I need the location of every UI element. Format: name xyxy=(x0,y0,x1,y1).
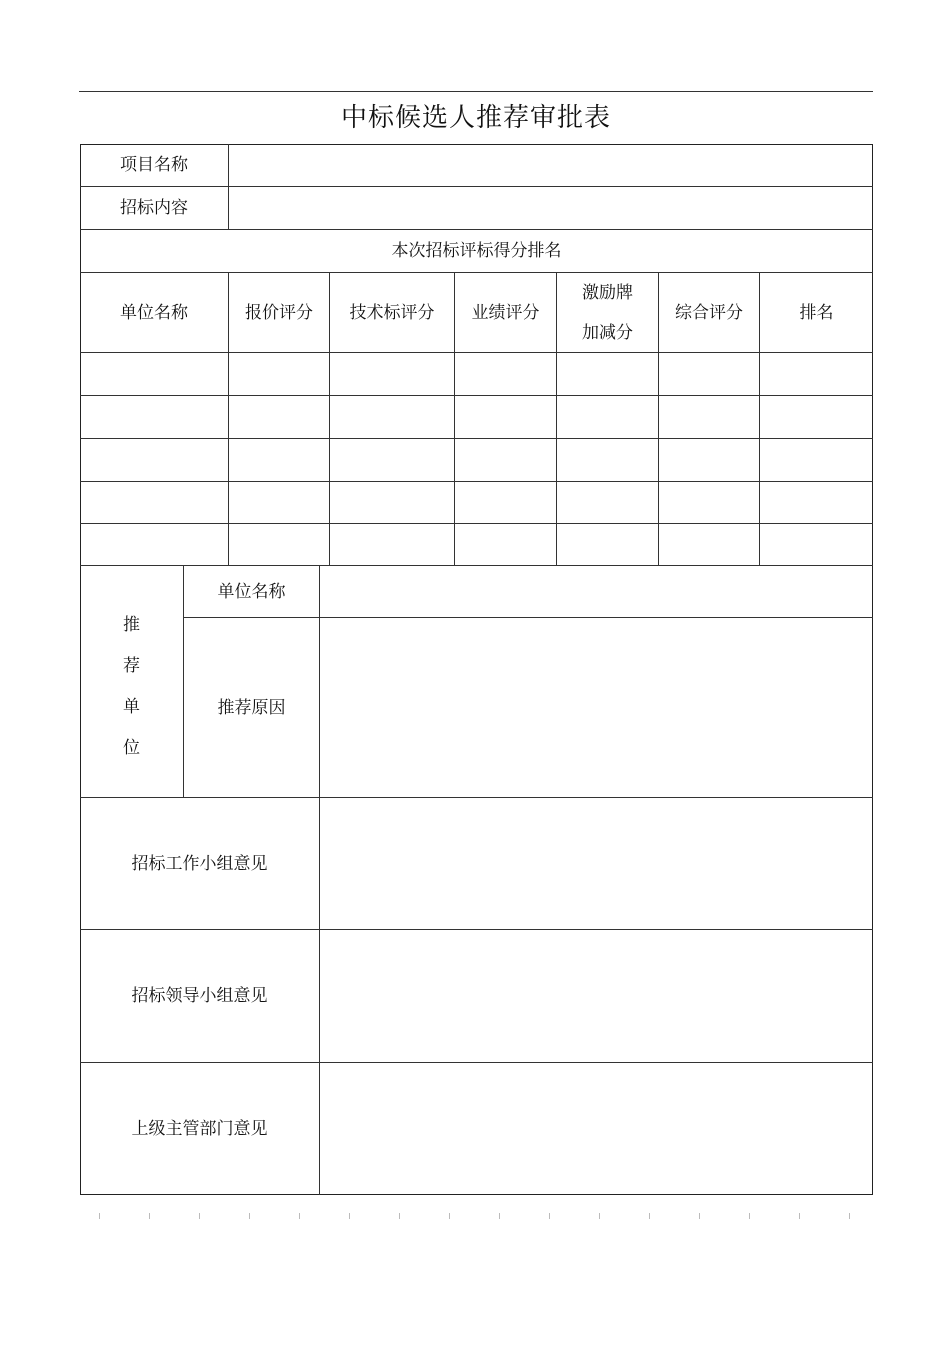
score-cell-overall-score[interactable] xyxy=(659,353,759,395)
tick-mark xyxy=(249,1213,250,1219)
tick-mark xyxy=(149,1213,150,1219)
score-cell-tech-score[interactable] xyxy=(330,524,454,565)
tick-mark xyxy=(449,1213,450,1219)
tick-mark xyxy=(849,1213,850,1219)
score-cell-tech-score[interactable] xyxy=(330,439,454,481)
score-cell-price-score[interactable] xyxy=(229,482,329,523)
ranking-section-title: 本次招标评标得分排名 xyxy=(391,241,562,261)
col-header-tech-score: 技术标评分 xyxy=(349,302,435,323)
score-cell-unit-name[interactable] xyxy=(80,524,228,565)
score-cell-unit-name[interactable] xyxy=(80,396,228,438)
tick-mark xyxy=(649,1213,650,1219)
score-cell-unit-name[interactable] xyxy=(80,439,228,481)
score-cell-rank[interactable] xyxy=(760,353,873,395)
score-cell-unit-name[interactable] xyxy=(80,482,228,523)
leading-group-opinion-field[interactable] xyxy=(320,930,873,1062)
score-cell-bonus[interactable] xyxy=(557,353,658,395)
tick-mark xyxy=(799,1213,800,1219)
tick-mark xyxy=(549,1213,550,1219)
score-cell-unit-name[interactable] xyxy=(80,353,228,395)
score-cell-tech-score[interactable] xyxy=(330,482,454,523)
recommend-unit-name-label: 单位名称 xyxy=(217,581,286,602)
score-cell-bonus[interactable] xyxy=(557,396,658,438)
bid-content-field[interactable] xyxy=(229,187,873,229)
score-cell-tech-score[interactable] xyxy=(330,353,454,395)
score-cell-tech-score[interactable] xyxy=(330,396,454,438)
form-title: 中标候选人推荐审批表 xyxy=(340,103,611,133)
tick-mark xyxy=(349,1213,350,1219)
score-cell-bonus[interactable] xyxy=(557,482,658,523)
bottom-tick-marks xyxy=(0,1213,950,1221)
bid-content-label: 招标内容 xyxy=(120,198,188,218)
score-cell-price-score[interactable] xyxy=(229,396,329,438)
col-header-overall-score: 综合评分 xyxy=(675,302,743,323)
recommend-side-label xyxy=(80,605,183,769)
recommend-side-char: 位 xyxy=(123,738,140,758)
col-header-bonus-line1: 激励牌 xyxy=(582,282,633,303)
tick-mark xyxy=(299,1213,300,1219)
score-cell-rank[interactable] xyxy=(760,396,873,438)
score-cell-rank[interactable] xyxy=(760,439,873,481)
score-cell-performance-score[interactable] xyxy=(455,439,556,481)
score-cell-overall-score[interactable] xyxy=(659,482,759,523)
working-group-opinion-label: 招标工作小组意见 xyxy=(131,853,268,874)
score-cell-performance-score[interactable] xyxy=(455,482,556,523)
recommend-reason-label: 推荐原因 xyxy=(217,697,286,718)
project-name-label: 项目名称 xyxy=(120,155,188,175)
score-cell-overall-score[interactable] xyxy=(659,524,759,565)
score-cell-performance-score[interactable] xyxy=(455,396,556,438)
score-cell-bonus[interactable] xyxy=(557,524,658,565)
score-cell-performance-score[interactable] xyxy=(455,524,556,565)
tick-mark xyxy=(199,1213,200,1219)
recommend-unit-name-field[interactable] xyxy=(320,566,873,617)
score-cell-rank[interactable] xyxy=(760,482,873,523)
col-header-bonus xyxy=(557,273,658,352)
recommend-side-char: 荐 xyxy=(123,656,140,676)
superior-dept-opinion-label: 上级主管部门意见 xyxy=(131,1119,268,1139)
score-cell-price-score[interactable] xyxy=(229,439,329,481)
score-cell-bonus[interactable] xyxy=(557,439,658,481)
score-cell-performance-score[interactable] xyxy=(455,353,556,395)
top-rule xyxy=(79,91,873,92)
score-cell-overall-score[interactable] xyxy=(659,396,759,438)
score-cell-overall-score[interactable] xyxy=(659,439,759,481)
tick-mark xyxy=(749,1213,750,1219)
project-name-field[interactable] xyxy=(229,144,873,186)
tick-mark xyxy=(99,1213,100,1219)
score-cell-price-score[interactable] xyxy=(229,524,329,565)
tick-mark xyxy=(399,1213,400,1219)
col-header-price-score: 报价评分 xyxy=(245,302,313,323)
working-group-opinion-field[interactable] xyxy=(320,798,873,929)
tick-mark xyxy=(699,1213,700,1219)
col-header-bonus-line2: 加减分 xyxy=(582,322,633,343)
col-header-rank: 排名 xyxy=(799,302,834,323)
col-header-unit-name: 单位名称 xyxy=(120,302,188,323)
col-header-performance-score: 业绩评分 xyxy=(471,302,540,323)
score-cell-rank[interactable] xyxy=(760,524,873,565)
score-cell-price-score[interactable] xyxy=(229,353,329,395)
recommend-side-char: 单 xyxy=(123,697,140,717)
recommend-side-char: 推 xyxy=(123,615,140,635)
tick-mark xyxy=(599,1213,600,1219)
recommend-reason-field[interactable] xyxy=(320,618,873,797)
leading-group-opinion-label: 招标领导小组意见 xyxy=(131,986,268,1006)
tick-mark xyxy=(499,1213,500,1219)
superior-dept-opinion-field[interactable] xyxy=(320,1063,873,1195)
